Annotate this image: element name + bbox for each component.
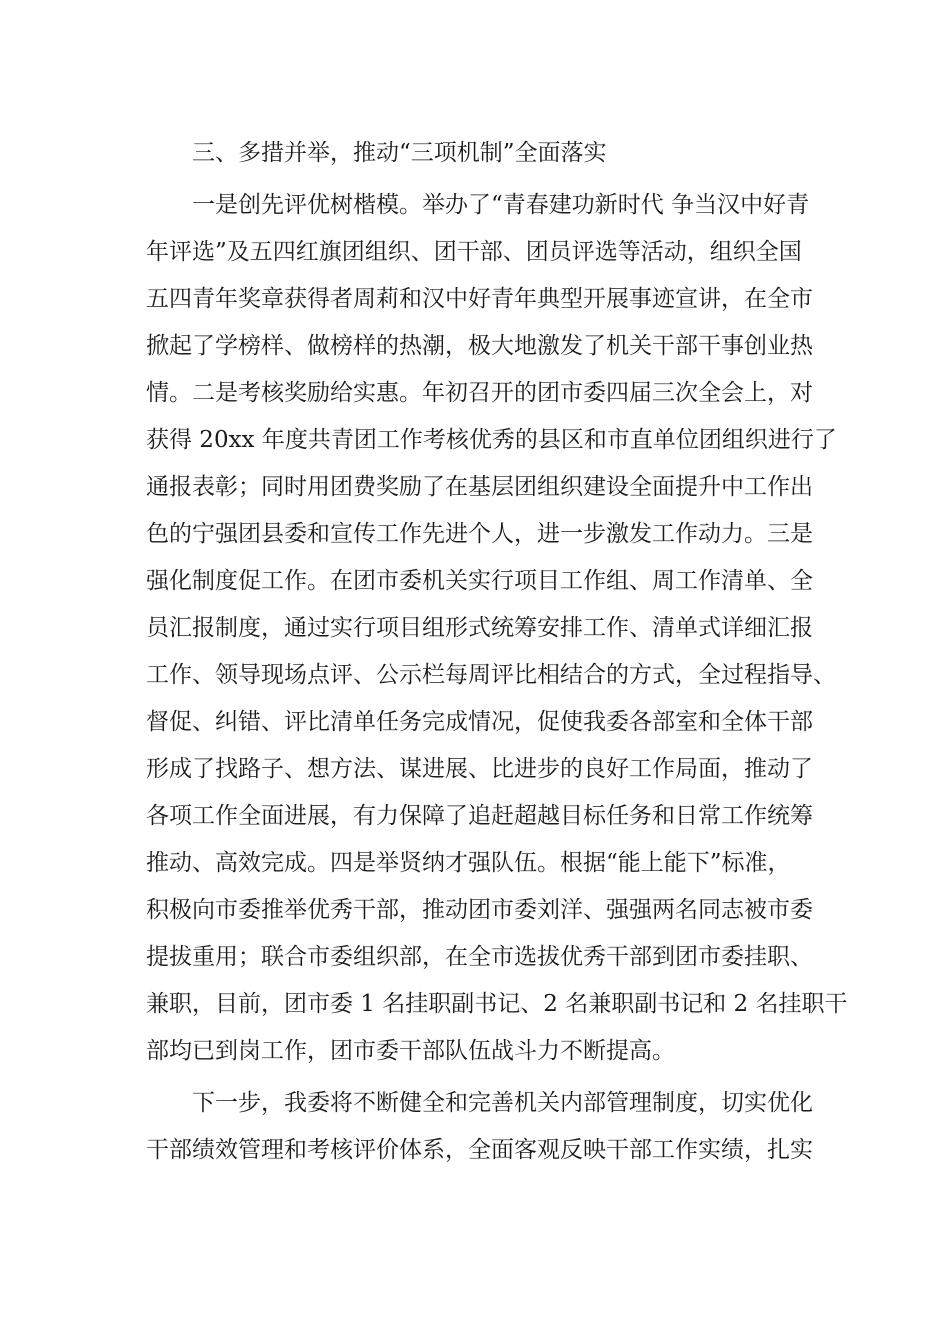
paragraph-line: 一是创先评优树楷模。举办了“青春建功新时代 争当汉中好青 bbox=[192, 192, 810, 218]
paragraph-line: 督促、纠错、评比清单任务完成情况，促使我委各部室和全体干部 bbox=[146, 709, 813, 735]
section-heading: 三、多措并举，推动“三项机制”全面落实 bbox=[192, 140, 607, 166]
paragraph-line: 年评选”及五四红旗团组织、团干部、团员评选等活动，组织全国 bbox=[146, 239, 802, 265]
paragraph-line: 干部绩效管理和考核评价体系，全面客观反映干部工作实绩，扎实 bbox=[146, 1137, 813, 1163]
paragraph-line: 推动、高效完成。四是举贤纳才强队伍。根据“能上能下”标准， bbox=[146, 850, 791, 876]
paragraph-line: 各项工作全面进展，有力保障了追赶超越目标任务和日常工作统筹 bbox=[146, 803, 813, 829]
paragraph-line: 情。二是考核奖励给实惠。年初召开的团市委四届三次全会上，对 bbox=[146, 380, 813, 406]
paragraph-line: 员汇报制度，通过实行项目组形式统筹安排工作、清单式详细汇报 bbox=[146, 615, 813, 641]
paragraph-line: 强化制度促工作。在团市委机关实行项目工作组、周工作清单、全 bbox=[146, 568, 813, 594]
paragraph-line: 积极向市委推举优秀干部，推动团市委刘洋、强强两名同志被市委 bbox=[146, 897, 813, 923]
paragraph-line: 下一步，我委将不断健全和完善机关内部管理制度，切实优化 bbox=[192, 1090, 813, 1116]
paragraph-line: 工作、领导现场点评、公示栏每周评比相结合的方式，全过程指导、 bbox=[146, 662, 836, 688]
paragraph-line: 色的宁强团县委和宣传工作先进个人，进一步激发工作动力。三是 bbox=[146, 521, 813, 547]
paragraph-line: 提拔重用；联合市委组织部，在全市选拔优秀干部到团市委挂职、 bbox=[146, 944, 813, 970]
paragraph-line: 通报表彰；同时用团费奖励了在基层团组织建设全面提升中工作出 bbox=[146, 474, 813, 500]
paragraph-line: 形成了找路子、想方法、谋进展、比进步的良好工作局面，推动了 bbox=[146, 756, 813, 782]
paragraph-line: 获得 20xx 年度共青团工作考核优秀的县区和市直单位团组织进行了 bbox=[146, 427, 837, 453]
paragraph-line: 五四青年奖章获得者周莉和汉中好青年典型开展事迹宣讲，在全市 bbox=[146, 286, 813, 312]
paragraph-line: 兼职，目前，团市委 1 名挂职副书记、2 名兼职副书记和 2 名挂职干 bbox=[146, 991, 848, 1017]
paragraph-line: 掀起了学榜样、做榜样的热潮，极大地激发了机关干部干事创业热 bbox=[146, 333, 813, 359]
paragraph-line: 部均已到岗工作，团市委干部队伍战斗力不断提高。 bbox=[146, 1038, 675, 1064]
